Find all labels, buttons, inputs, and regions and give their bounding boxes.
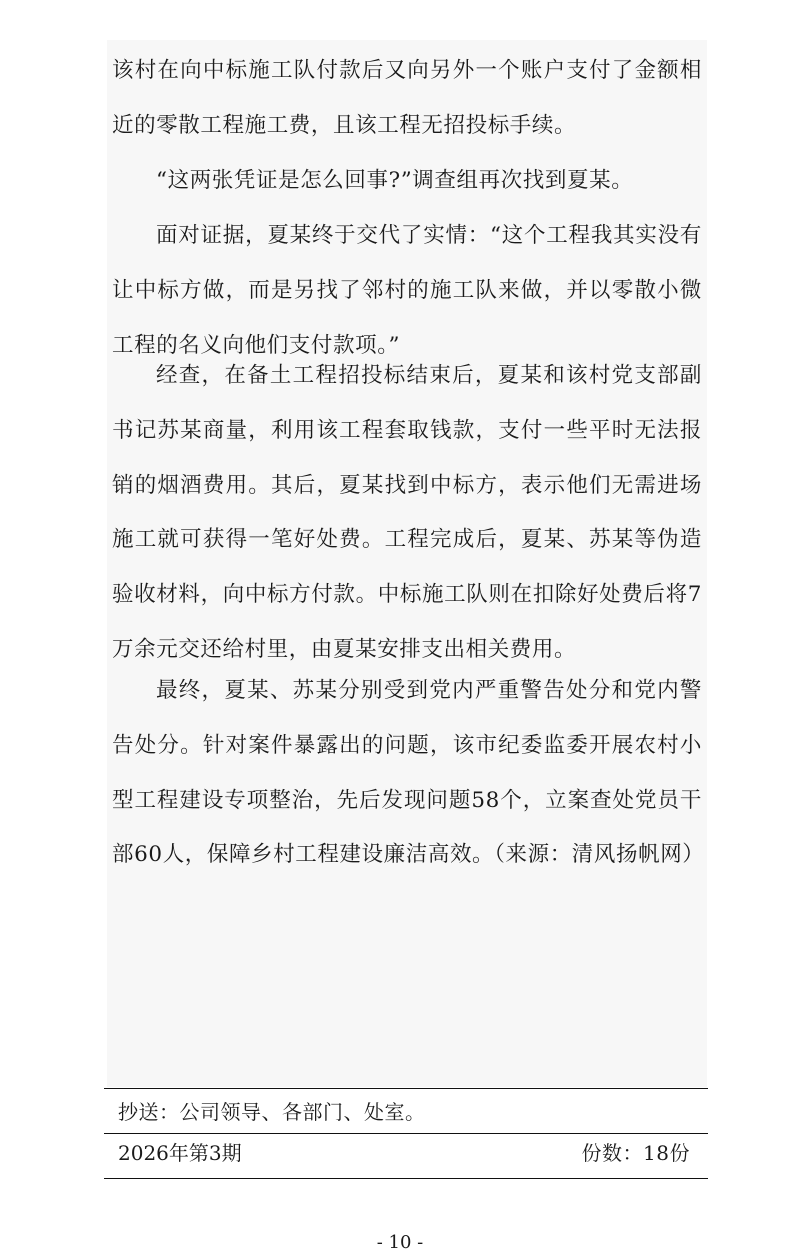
footer-top-rule bbox=[104, 1088, 708, 1089]
cc-recipients: 抄送：公司领导、各部门、处室。 bbox=[118, 1100, 426, 1124]
body-paragraph-2: “这两张凭证是怎么回事?”调查组再次找到夏某。 bbox=[156, 168, 634, 193]
footer-bottom-rule bbox=[104, 1178, 708, 1179]
page-number: - 10 - bbox=[376, 1232, 424, 1253]
issue-number: 2026年第3期 bbox=[118, 1141, 242, 1165]
body-paragraph-5: 最终，夏某、苏某分别受到党内严重警告处分和党内警告处分。针对案件暴露出的问题，该市纪委监委开展农村小型工程建设专项整治，先后发现问题58个，立案查处党员干部60人，保障乡村工程建设廉洁高效。（来源：清风扬帆网） bbox=[112, 678, 705, 868]
body-paragraph-3: 面对证据，夏某终于交代了实情：“这个工程我其实没有让中标方做，而是另找了邻村的施工队来做，并以零散小微工程的名义向他们支付款项。” bbox=[112, 223, 702, 358]
footer-middle-rule bbox=[104, 1133, 708, 1134]
body-paragraph-1: 该村在向中标施工队付款后又向另外一个账户支付了金额相近的零散工程施工费，且该工程无招投标手续。 bbox=[112, 58, 702, 138]
body-paragraph-4: 经查，在备土工程招投标结束后，夏某和该村党支部副书记苏某商量，利用该工程套取钱款，支付一些平时无法报销的烟酒费用。其后，夏某找到中标方，表示他们无需进场施工就可获得一笔好处费。工程完成后，夏某、苏某等伪造验收材料，向中标方付款。中标施工队则在扣除好处费后将7万余元交还给村里，由夏某安排支出相关费用。 bbox=[112, 363, 702, 662]
copy-count: 份数：18份 bbox=[581, 1141, 690, 1165]
